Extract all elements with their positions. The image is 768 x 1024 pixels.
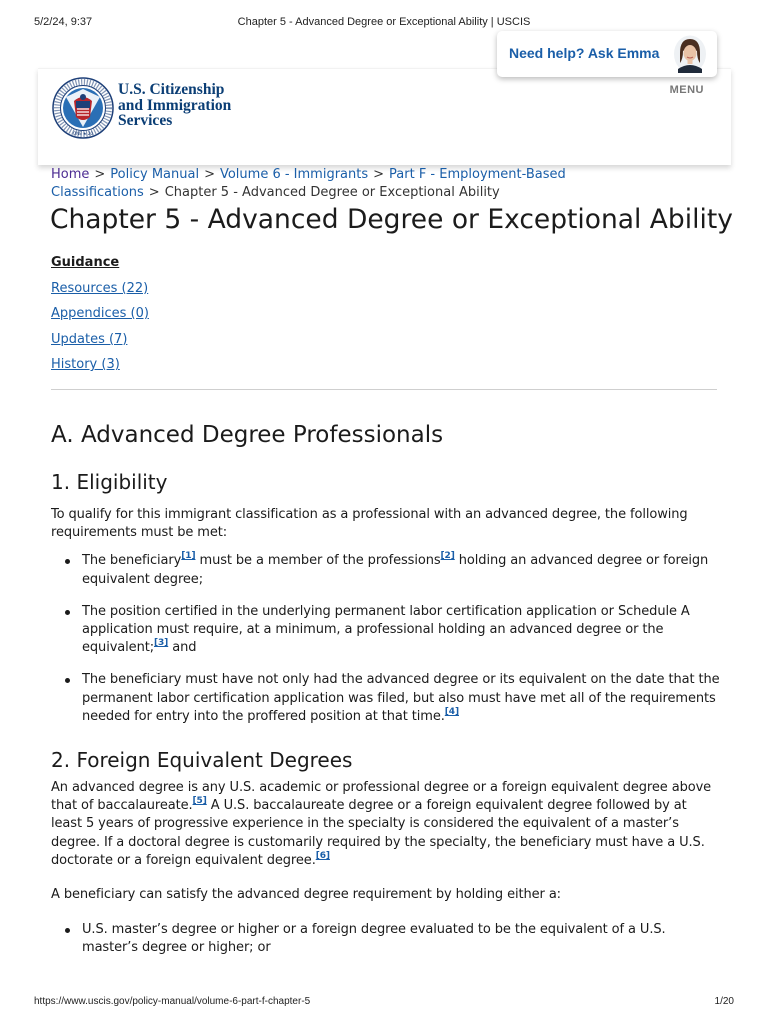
footnote-link-3[interactable]: [3] — [154, 638, 169, 649]
page-tabs — [51, 254, 149, 382]
breadcrumb-policy-manual[interactable]: Policy Manual — [110, 167, 200, 182]
site-header — [38, 68, 731, 165]
breadcrumb-separator: > — [373, 167, 385, 182]
footnote-ref — [441, 551, 455, 561]
breadcrumb-separator: > — [94, 167, 106, 182]
tab-updates[interactable]: Updates (7) — [51, 331, 128, 347]
svg-text:ONE ★ 20: ONE ★ 20 — [73, 131, 93, 136]
agency-name[interactable] — [118, 82, 231, 129]
paragraph-text: An advanced degree is any U.S. academic or professional degree or a foreign equivalent degree above that of baccalaureate. — [51, 780, 712, 814]
print-date: 5/2/24, 9:37 — [34, 16, 93, 28]
tab-history[interactable]: History (3) — [51, 357, 120, 372]
breadcrumb-part-f[interactable]: Part F - Employment-Based Classifications — [51, 167, 566, 200]
paragraph-text: A U.S. baccalaureate degree or a foreign equivalent degree followed by at least 5 years of progressive experience in the specialty is considered the equivalent of a master’s degree. If a doctoral degree is customarily required by the specialty, the beneficiary must have a U.S. doctorate or a foreign equivalent degree. — [51, 798, 705, 868]
ask-emma-label: Need help? Ask Emma — [509, 45, 660, 61]
foreign-degrees-paragraph — [51, 779, 721, 870]
footnote-ref — [445, 707, 459, 717]
list-item-text: and — [168, 640, 197, 656]
list-item-text: The position certified in the underlying permanent labor certification application or Schedule A application must require, at a minimum, a professional holding an advanced degree or the equivalent; — [82, 603, 690, 656]
list-item: U.S. master’s degree or higher or a foreign degree evaluated to be the equivalent of a U.S. master’s degree or higher; or — [82, 921, 721, 957]
list-item — [82, 552, 721, 588]
menu-button[interactable]: MENU — [669, 84, 704, 96]
list-item-text: holding an advanced degree or foreign equivalent degree; — [82, 553, 709, 587]
degree-options-list — [51, 921, 721, 957]
breadcrumb-separator: > — [148, 185, 160, 200]
advanced-degree-paragraph: A beneficiary can satisfy the advanced degree requirement by holding either a: — [51, 887, 561, 903]
emma-avatar-icon — [673, 35, 707, 73]
list-item — [82, 671, 721, 726]
footnote-link-6[interactable]: [6] — [315, 850, 330, 861]
list-item-text: The beneficiary — [82, 553, 182, 569]
tab-appendices[interactable]: Appendices (0) — [51, 306, 149, 321]
dhs-seal-logo[interactable] — [52, 77, 114, 139]
print-doc-title: Chapter 5 - Advanced Degree or Exceptional Ability | USCIS — [237, 16, 531, 28]
list-item — [82, 603, 721, 658]
footnote-link-4[interactable]: [4] — [444, 706, 459, 717]
agency-name-line3: Services — [118, 112, 173, 129]
eligibility-intro: To qualify for this immigrant classification as a professional with an advanced degree, the following requirements must be met: — [51, 507, 688, 541]
tab-resources[interactable]: Resources (22) — [51, 280, 149, 296]
footnote-link-1[interactable]: [1] — [181, 551, 196, 562]
main-content — [51, 418, 721, 958]
tab-guidance[interactable]: Guidance — [51, 255, 120, 270]
list-item-text: must be a member of the professions — [195, 553, 441, 569]
breadcrumb-home[interactable]: Home — [51, 167, 90, 182]
list-item-text: The beneficiary must have not only had the advanced degree or its equivalent on the date that the permanent labor certification application was filed, but also must have met all of the requirements needed for entry into the proffered position at that time. — [82, 672, 720, 724]
footnote-ref — [193, 796, 207, 806]
breadcrumb-current: Chapter 5 - Advanced Degree or Exceptional Ability — [164, 185, 500, 200]
breadcrumb-volume-6[interactable]: Volume 6 - Immigrants — [219, 167, 369, 182]
footnote-link-2[interactable]: [2] — [440, 551, 455, 562]
eligibility-heading: 1. Eligibility — [51, 470, 168, 494]
divider — [51, 389, 717, 390]
agency-name-line2: and Immigration — [118, 96, 232, 114]
section-a-heading: A. Advanced Degree Professionals — [51, 422, 444, 448]
footnote-ref — [316, 851, 330, 861]
foreign-degrees-heading: 2. Foreign Equivalent Degrees — [51, 748, 353, 773]
print-page-count: 1/20 — [714, 996, 734, 1007]
page-title: Chapter 5 - Advanced Degree or Exceptional Ability — [50, 204, 733, 235]
breadcrumb — [51, 166, 611, 202]
footnote-link-5[interactable]: [5] — [192, 796, 207, 807]
eligibility-list — [51, 552, 721, 726]
agency-name-line1: U.S. Citizenship — [118, 81, 225, 98]
print-url: https://www.uscis.gov/policy-manual/volume-6-part-f-chapter-5 — [34, 996, 311, 1007]
footnote-ref — [154, 638, 168, 648]
footnote-ref — [181, 551, 195, 561]
breadcrumb-separator: > — [204, 167, 215, 182]
ask-emma-widget[interactable] — [497, 31, 717, 77]
